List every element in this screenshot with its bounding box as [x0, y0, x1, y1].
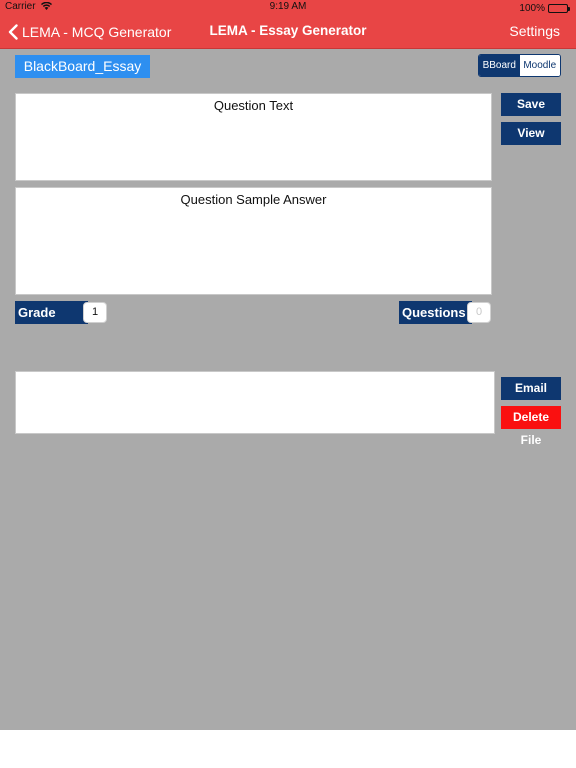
save-button[interactable]: Save: [501, 93, 561, 116]
question-text-placeholder: Question Text: [213, 98, 294, 113]
bottom-bar: [0, 730, 576, 768]
view-button[interactable]: View: [501, 122, 561, 145]
grade-label: Grade: [15, 301, 88, 324]
questions-count-field: 0: [467, 302, 491, 323]
page-title: LEMA - Essay Generator: [209, 23, 367, 38]
status-time: 9:19 AM: [269, 1, 307, 12]
segment-bboard[interactable]: BBoard: [479, 55, 520, 76]
questions-label: Questions: [399, 301, 472, 324]
format-segmented-control: [478, 54, 561, 77]
settings-button[interactable]: Settings: [509, 23, 560, 39]
grade-input[interactable]: 1: [83, 302, 107, 323]
email-button[interactable]: Email: [501, 377, 561, 400]
question-text-input[interactable]: [15, 93, 492, 181]
delete-file-button[interactable]: Delete File: [501, 406, 561, 429]
carrier-label: Carrier: [5, 1, 36, 12]
file-name-badge: BlackBoard_Essay: [15, 55, 150, 78]
battery-percentage: 100%: [519, 2, 545, 14]
battery-icon: [548, 4, 568, 13]
file-list[interactable]: [15, 371, 495, 434]
status-battery: [519, 1, 568, 15]
back-button-label: LEMA - MCQ Generator: [22, 24, 172, 40]
segment-moodle[interactable]: Moodle: [520, 55, 561, 76]
sample-answer-placeholder: Question Sample Answer: [180, 192, 327, 207]
sample-answer-input[interactable]: [15, 187, 492, 295]
